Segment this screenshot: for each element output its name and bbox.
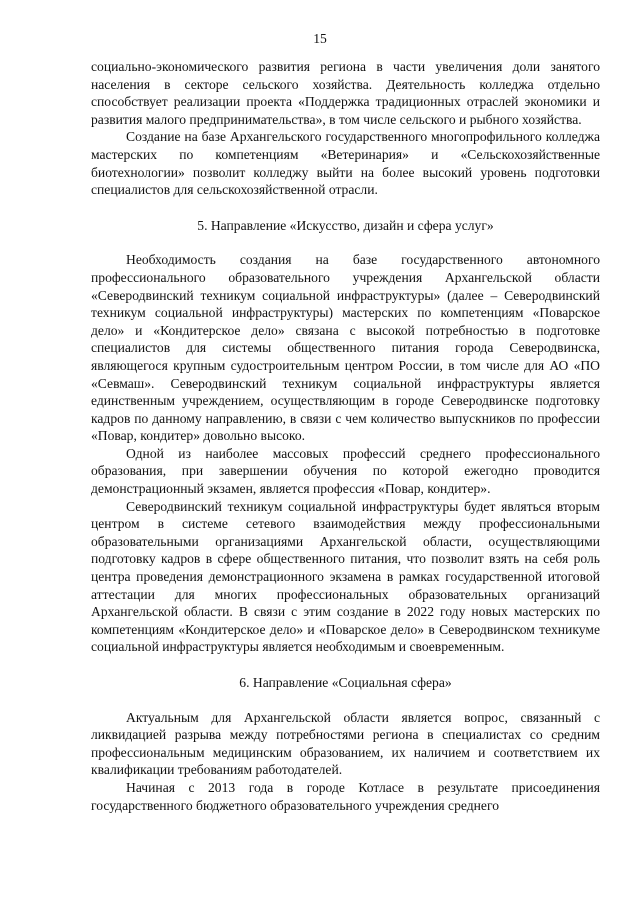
page-number: 15 (313, 31, 327, 46)
page-content (91, 58, 600, 814)
paragraph: Северодвинский техникум социальной инфраструктуры будет являться вторым центром в системе сетевого взаимодействия между профессиональными образовательными организациями Архангельской области, осуществляющими подготовку кадров в сфере общественного питания, что позволит взять на себя роль центра проведения демонстрационного экзамена в рамках государственной итоговой аттестации для многих профессиональных образовательных организаций Архангельской области. В связи с этим создание в 2022 году новых мастерских по компетенциям «Кондитерское дело» и «Поварское дело» в Северодвинском техникуме социальной инфраструктуры является необходимым и своевременным. (91, 498, 600, 655)
paragraph: Одной из наиболее массовых профессий среднего профессионального образования, при завершении обучения по которой ежегодно проводится демонстрационный экзамен, является профессия «Повар, кондитер». (91, 445, 600, 497)
paragraph: Необходимость создания на базе государственного автономного профессионального образовательного учреждения Архангельской области «Северодвинский техникум социальной инфраструктуры» (далее – Северодвинский техникум социальной инфраструктуры) мастерских по компетенциям «Поварское дело» и «Кондитерское дело» связана с высокой потребностью в подготовке специалистов для системы общественного питания города Северодвинска, являющегося крупным судостроительным центром России, в том числе для АО «ПО «Севмаш». Северодвинский техникум социальной инфраструктуры является единственным учреждением, осуществляющим в городе Северодвинске подготовку кадров по данному направлению, в связи с чем количество выпускников по профессии «Повар, кондитер» довольно высоко. (91, 252, 600, 444)
paragraph: Создание на базе Архангельского государственного многопрофильного колледжа мастерских по компетенциям «Ветеринария» и «Сельскохозяйственные биотехнологии» позволит колледжу выйти на более высокий уровень подготовки специалистов для сельскохозяйственной отрасли. (91, 129, 600, 198)
paragraph-continuation: социально-экономического развития региона в части увеличения доли занятого населения в секторе сельского хозяйства. Деятельность колледжа отдельно способствует реализации проекта «Поддержка традиционных отраслей экономики и развития малого предпринимательства», в том числе сельского и рыбного хозяйства. (91, 59, 600, 127)
paragraph: Начиная с 2013 года в городе Котласе в результате присоединения государственного бюджетного образовательного учреждения среднего (91, 779, 600, 813)
paragraph: Актуальным для Архангельской области является вопрос, связанный с ликвидацией разрыва между потребностями региона в специалистах со средним профессиональным медицинским образованием, их наличием и соответствием их квалификации требованиям работодателей. (91, 709, 600, 778)
section-heading-5: 5. Направление «Искусство, дизайн и сфера услуг» (197, 217, 494, 233)
section-heading-6: 6. Направление «Социальная сфера» (239, 675, 452, 690)
